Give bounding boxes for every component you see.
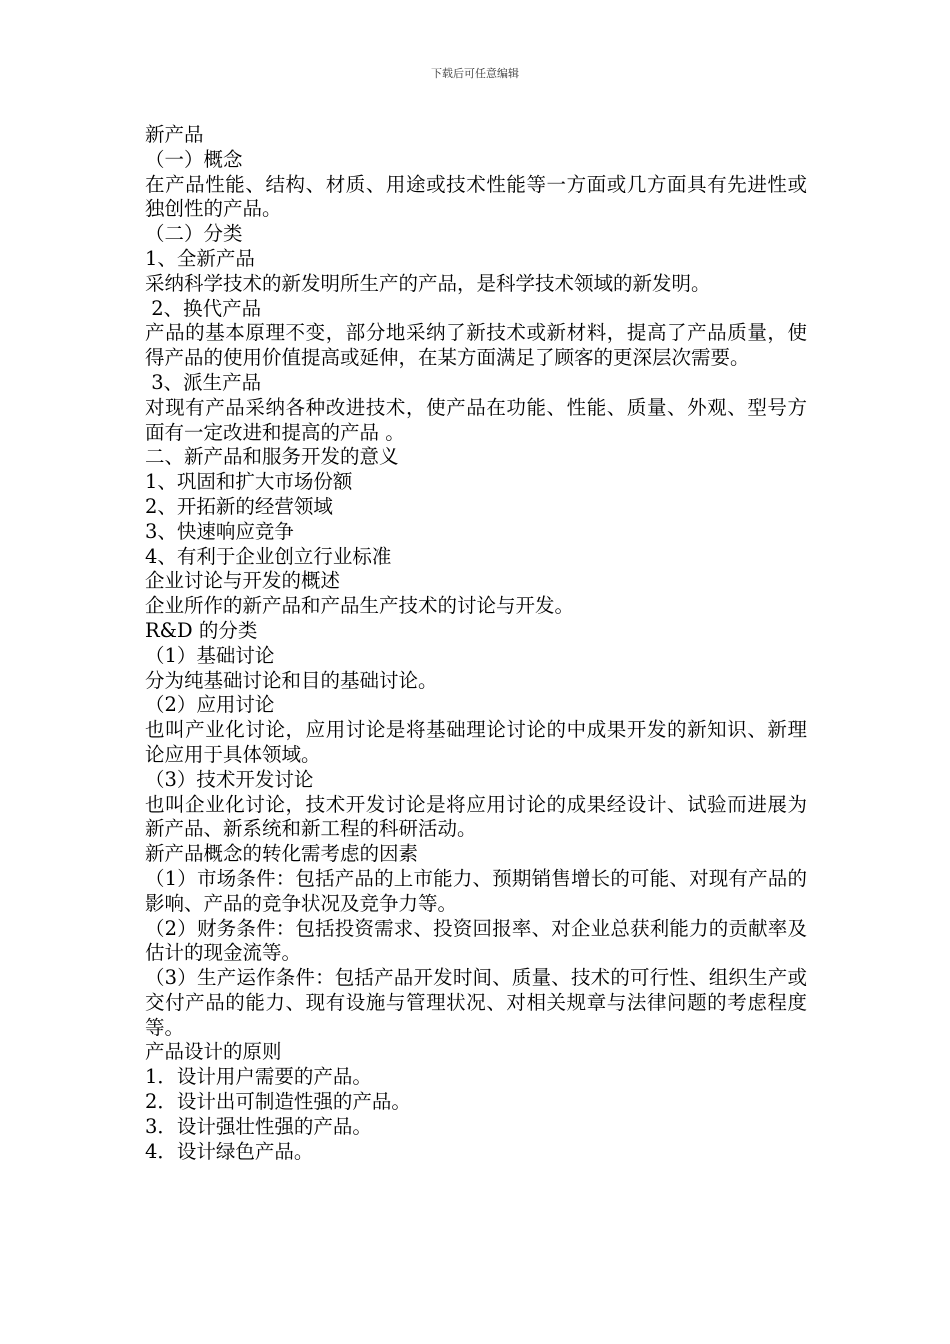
paragraph: （1）市场条件：包括产品的上市能力、预期销售增长的可能、对现有产品的影响、产品的竞争状况及竞争力等。 <box>145 866 807 915</box>
paragraph: （2）财务条件：包括投资需求、投资回报率、对企业总获利能力的贡献率及估计的现金流等。 <box>145 916 807 965</box>
list-item: 1、全新产品 <box>145 246 255 270</box>
list-item: （3）技术开发讨论 <box>145 767 314 791</box>
section-heading: 产品设计的原则 <box>145 1040 282 1064</box>
paragraph: 在产品性能、结构、材质、用途或技术性能等一方面或几方面具有先进性或独创性的产品。 <box>145 172 807 221</box>
section-heading: R&D 的分类 <box>145 618 258 642</box>
page-header: 下载后可任意编辑 <box>431 67 519 80</box>
document-body <box>145 123 807 1164</box>
list-item: 1．设计用户需要的产品。 <box>145 1065 372 1089</box>
list-item: 3、快速响应竞争 <box>145 519 294 543</box>
list-item: 2．设计出可制造性强的产品。 <box>145 1090 411 1114</box>
list-item: 2、换代产品 <box>145 296 262 320</box>
section-heading: （一）概念 <box>145 147 243 171</box>
paragraph: 也叫产业化讨论，应用讨论是将基础理论讨论的中成果开发的新知识、新理论应用于具体领域。 <box>145 718 807 766</box>
paragraph: 也叫企业化讨论，技术开发讨论是将应用讨论的成果经设计、试验而进展为新产品、新系统和新工程的科研活动。 <box>145 792 807 841</box>
list-item: （2）应用讨论 <box>145 693 275 717</box>
paragraph: 分为纯基础讨论和目的基础讨论。 <box>145 668 438 692</box>
paragraph: （3）生产运作条件：包括产品开发时间、质量、技术的可行性、组织生产或交付产品的能力、现有设施与管理状况、对相关规章与法律问题的考虑程度等。 <box>145 966 807 1039</box>
section-heading: 新产品概念的转化需考虑的因素 <box>145 842 419 866</box>
list-item: 2、开拓新的经营领域 <box>145 494 333 518</box>
list-item: 3．设计强壮性强的产品。 <box>145 1114 372 1138</box>
doc-title: 新产品 <box>145 123 204 146</box>
paragraph: 企业所作的新产品和产品生产技术的讨论与开发。 <box>145 594 575 618</box>
section-heading: （二）分类 <box>145 222 243 246</box>
list-item: 4、有利于企业创立行业标准 <box>145 544 392 568</box>
list-item: 4．设计绿色产品。 <box>145 1139 314 1163</box>
list-item: 1、巩固和扩大市场份额 <box>145 470 353 494</box>
paragraph: 采纳科学技术的新发明所生产的产品，是科学技术领域的新发明。 <box>145 271 711 295</box>
section-heading: 企业讨论与开发的概述 <box>145 569 341 593</box>
paragraph: 对现有产品采纳各种改进技术，使产品在功能、性能、质量、外观、型号方面有一定改进和提高的产品 。 <box>145 395 807 444</box>
list-item: 3、派生产品 <box>145 370 262 394</box>
paragraph: 产品的基本原理不变，部分地采纳了新技术或新材料，提高了产品质量，使得产品的使用价值提高或延伸，在某方面满足了顾客的更深层次需要。 <box>145 321 807 370</box>
list-item: （1）基础讨论 <box>145 643 275 667</box>
section-heading: 二、新产品和服务开发的意义 <box>145 445 399 469</box>
